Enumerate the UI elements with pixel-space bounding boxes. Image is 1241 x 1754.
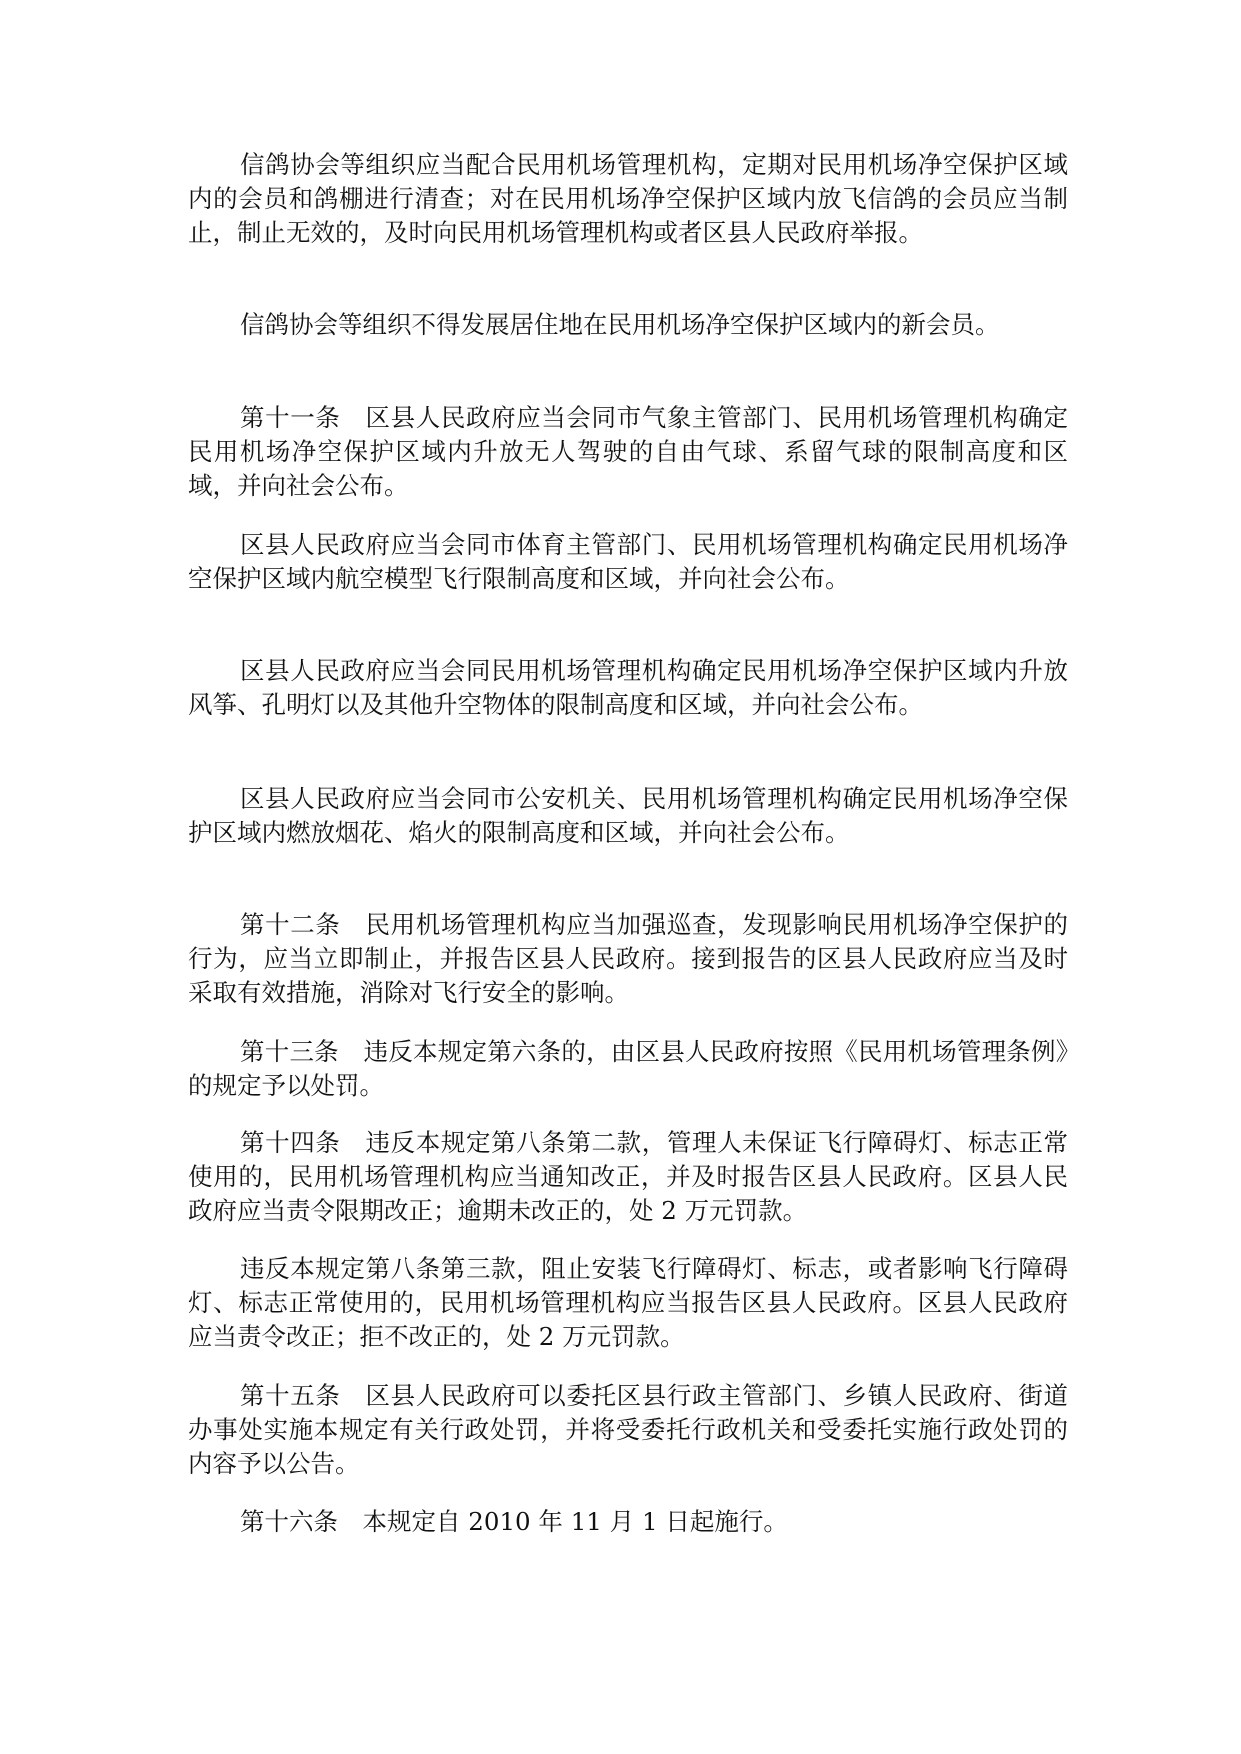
paragraph-pigeon-new-members: 信鸽协会等组织不得发展居住地在民用机场净空保护区域内的新会员。 — [240, 310, 1000, 339]
paragraph-article-14-clause-3: 违反本规定第八条第三款，阻止安装飞行障碍灯、标志，或者影响飞行障碍灯、标志正常使用的，民用机场管理机构应当报告区县人民政府。区县人民政府应当责令改正；拒不改正的，处 2 万元罚款。 — [188, 1254, 1068, 1351]
paragraph-article-11: 第十一条 区县人民政府应当会同市气象主管部门、民用机场管理机构确定民用机场净空保护区域内升放无人驾驶的自由气球、系留气球的限制高度和区域，并向社会公布。 — [188, 403, 1068, 500]
paragraph-article-14: 第十四条 违反本规定第八条第二款，管理人未保证飞行障碍灯、标志正常使用的，民用机场管理机构应当通知改正，并及时报告区县人民政府。区县人民政府应当责令限期改正；逾期未改正的，处 2 万元罚款。 — [188, 1128, 1068, 1225]
paragraph-article-11-kites-lanterns: 区县人民政府应当会同民用机场管理机构确定民用机场净空保护区域内升放风筝、孔明灯以及其他升空物体的限制高度和区域，并向社会公布。 — [188, 656, 1068, 719]
paragraph-pigeon-association-duties: 信鸽协会等组织应当配合民用机场管理机构，定期对民用机场净空保护区域内的会员和鸽棚进行清查；对在民用机场净空保护区域内放飞信鸽的会员应当制止，制止无效的，及时向民用机场管理机构或者区县人民政府举报。 — [188, 150, 1068, 247]
paragraph-article-11-model-aircraft: 区县人民政府应当会同市体育主管部门、民用机场管理机构确定民用机场净空保护区域内航空模型飞行限制高度和区域，并向社会公布。 — [188, 530, 1068, 593]
paragraph-article-11-fireworks: 区县人民政府应当会同市公安机关、民用机场管理机构确定民用机场净空保护区域内燃放烟花、焰火的限制高度和区域，并向社会公布。 — [188, 784, 1068, 847]
paragraph-article-16: 第十六条 本规定自 2010 年 11 月 1 日起施行。 — [240, 1507, 788, 1536]
paragraph-article-13: 第十三条 违反本规定第六条的，由区县人民政府按照《民用机场管理条例》的规定予以处罚。 — [188, 1037, 1068, 1100]
paragraph-article-12: 第十二条 民用机场管理机构应当加强巡查，发现影响民用机场净空保护的行为，应当立即制止，并报告区县人民政府。接到报告的区县人民政府应当及时采取有效措施，消除对飞行安全的影响。 — [188, 910, 1068, 1007]
paragraph-article-15: 第十五条 区县人民政府可以委托区县行政主管部门、乡镇人民政府、街道办事处实施本规定有关行政处罚，并将受委托行政机关和受委托实施行政处罚的内容予以公告。 — [188, 1381, 1068, 1478]
